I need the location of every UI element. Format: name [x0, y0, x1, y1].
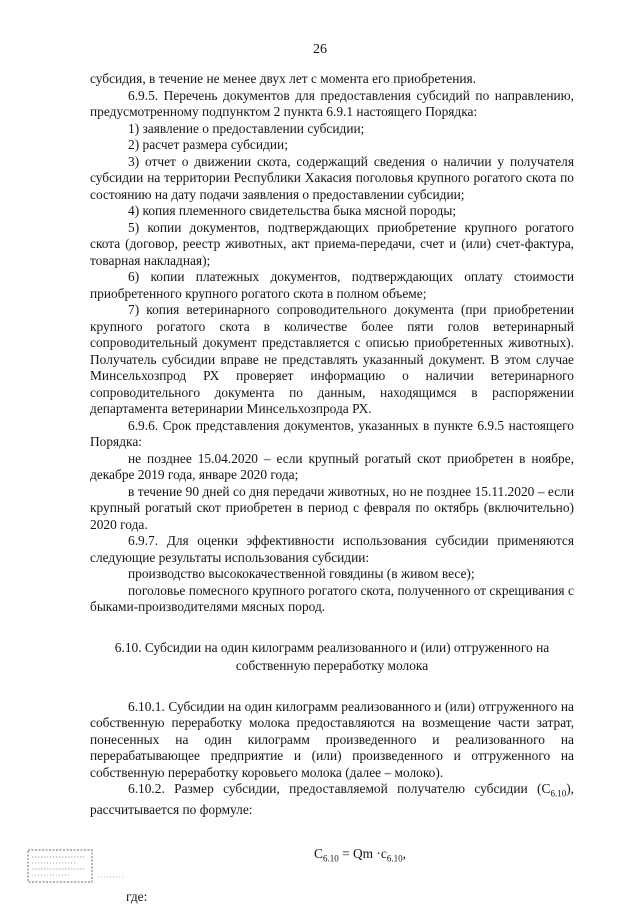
- subscript: 6.10: [550, 788, 567, 799]
- scan-stamp-mark: [26, 847, 130, 887]
- paragraph: субсидия, в течение не менее двух лет с момента его приобретения.: [90, 71, 477, 86]
- section-heading-line: собственную переработку молока: [235, 657, 429, 673]
- formula: [90, 846, 574, 867]
- formula-equals: = Qm ·c: [338, 845, 387, 861]
- list-item: 3) отчет о движении скота, содержащий сведения о наличии у получателя субсидии на территории Республики Хакасия поголовья крупного рогатого скота по состоянию на дату подачи заявления о предоставлении субсидии;: [90, 153, 574, 202]
- where-label: где:: [126, 888, 148, 904]
- list-item: 7) копия ветеринарного сопроводительного документа (при приобретении крупного рогатого скота в количестве более пяти голов ветеринарный сопроводительный документ представляется с описью приобретенных животных). Получатель субсидии вправе не представлять указанный документ. В этом случае Минсельхозпрод РХ проверяет информацию о наличии ветеринарного сопроводительного документа по данным, находящимся в распоряжении департамента ветеринарии Минсельхозпрода РХ.: [90, 302, 574, 416]
- paragraph-part: 6.10.2. Размер субсидии, предоставляемой получателю субсидии (С: [128, 781, 551, 796]
- list-item: 5) копии документов, подтверждающих приобретение крупного рогатого скота (договор, реестр животных, акт приема-передачи, счет и (или) счет-фактура, товарная накладная);: [90, 219, 574, 268]
- section-heading: [90, 639, 574, 675]
- paragraph: в течение 90 дней со дня передачи животных, но не позднее 15.11.2020 – если крупный рогатый скот приобретен в период с февраля по октябрь (включительно) 2020 года.: [90, 483, 574, 532]
- formula-rhs-subscript: 6.10: [386, 853, 403, 864]
- paragraph: не позднее 15.04.2020 – если крупный рогатый скот приобретен в ноябре, декабре 2019 года, январе 2020 года;: [90, 450, 574, 482]
- document-body: [90, 71, 574, 905]
- list-item: 2) расчет размера субсидии;: [128, 137, 288, 152]
- formula-lhs: С: [314, 845, 323, 861]
- page-number: 26: [313, 42, 327, 57]
- section-heading-line: 6.10. Субсидии на один килограмм реализованного и (или) отгруженного на: [114, 639, 550, 655]
- formula-lhs-subscript: 6.10: [322, 853, 339, 864]
- paragraph-part: ), рассчитывается по формуле:: [90, 781, 574, 818]
- paragraph: поголовье помесного крупного рогатого скота, полученного от скрещивания с быками-производителями мясных пород.: [90, 582, 574, 614]
- paragraph: 6.10.1. Субсидии на один килограмм реализованного и (или) отгруженного на собственную переработку молока предоставляются на возмещение части затрат, понесенных на один килограмм произведенного и реализованного на перерабатывающее предприятие и (или) произведенного и отгруженного на собственную переработку коровьего молока (далее – молоко).: [90, 698, 574, 780]
- paragraph: 6.9.6. Срок представления документов, указанных в пункте 6.9.5 настоящего Порядка:: [90, 417, 574, 449]
- paragraph: [90, 781, 574, 819]
- list-item: 1) заявление о предоставлении субсидии;: [128, 120, 365, 136]
- list-item: 4) копия племенного свидетельства быка мясной породы;: [128, 203, 457, 218]
- formula-end: ,: [402, 845, 406, 861]
- paragraph: производство высококачественной говядины (в живом весе);: [128, 566, 475, 581]
- paragraph: 6.9.5. Перечень документов для предоставления субсидий по направлению, предусмотренному подпунктом 2 пункта 6.9.1 настоящего Порядка:: [90, 87, 574, 119]
- paragraph: 6.9.7. Для оценки эффективности использования субсидии применяются следующие результаты использования субсидии:: [90, 533, 574, 565]
- list-item: 6) копии платежных документов, подтверждающих оплату стоимости приобретенного крупного рогатого скота в полном объеме;: [90, 269, 574, 301]
